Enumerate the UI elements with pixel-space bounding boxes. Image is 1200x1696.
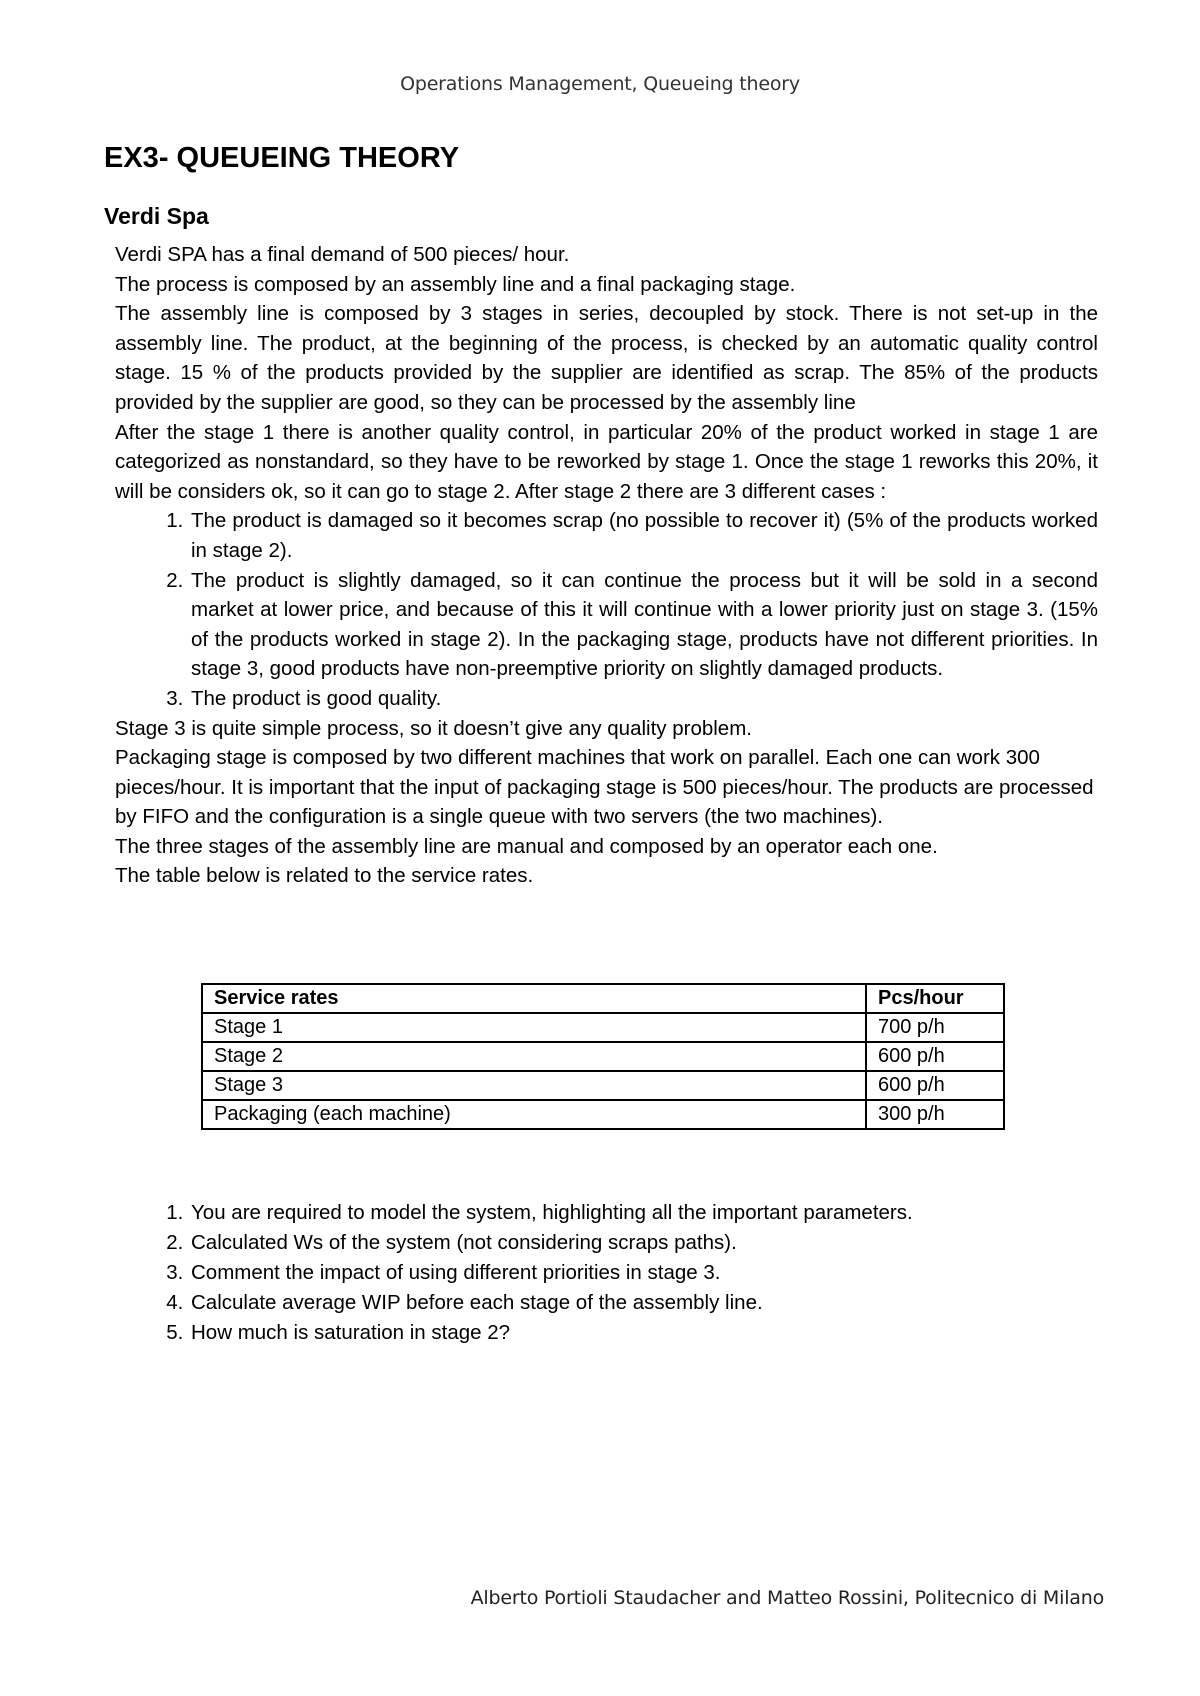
cases-list <box>115 506 1098 713</box>
list-item: 2. The product is slightly damaged, so it can continue the process but it will be sold in a second market at lower price, and because of this it will continue with a lower priority just on stage 3. (15% of the products worked in stage 2). In the packaging stage, products have not different priorities. In stage 3, good products have non-preemptive priority on slightly damaged products. <box>189 566 1098 684</box>
page-title: EX3- QUEUEING THEORY <box>104 142 460 174</box>
table-cell: Stage 2 <box>202 1042 866 1071</box>
paragraph-assembly-line: The assembly line is composed by 3 stages in series, decoupled by stock. There is not set-up in the assembly line. The product, at the beginning of the process, is checked by an automatic quality control stage. 15 % of the products provided by the supplier are identified as scrap. The 85% of the products provided by the supplier are good, so they can be processed by the assembly line <box>115 302 1098 414</box>
table-row <box>202 1071 1004 1100</box>
table-cell: 600 p/h <box>866 1071 1004 1100</box>
question-item: 1. You are required to model the system, highlighting all the important parameters. <box>189 1198 1098 1228</box>
question-item: 3. Comment the impact of using different priorities in stage 3. <box>189 1258 1098 1288</box>
paragraph-stage3: Stage 3 is quite simple process, so it doesn’t give any quality problem. <box>115 716 752 740</box>
table-row <box>202 1100 1004 1129</box>
service-rates-table <box>201 983 1005 1130</box>
table-cell: Stage 3 <box>202 1071 866 1100</box>
questions-list <box>115 1198 1098 1348</box>
paragraph-packaging: Packaging stage is composed by two different machines that work on parallel. Each one can work 300 pieces/hour. It is important that the input of packaging stage is 500 pieces/hour. The products are processed by FIFO and the configuration is a single queue with two servers (the two machines). <box>115 746 1094 829</box>
table-row <box>202 1042 1004 1071</box>
problem-statement <box>115 240 1098 891</box>
question-item: 2. Calculated Ws of the system (not considering scraps paths). <box>189 1228 1098 1258</box>
question-item: 4. Calculate average WIP before each stage of the assembly line. <box>189 1288 1098 1318</box>
table-cell: Stage 1 <box>202 1013 866 1042</box>
paragraph-quality-control: After the stage 1 there is another quality control, in particular 20% of the product worked in stage 1 are categorized as nonstandard, so they have to be reworked by stage 1. Once the stage 1 reworks this 20%, it will be considers ok, so it can go to stage 2. After stage 2 there are 3 different cases : <box>115 420 1098 503</box>
table-cell: 700 p/h <box>866 1013 1004 1042</box>
running-footer: Alberto Portioli Staudacher and Matteo Rossini, Politecnico di Milano <box>470 1587 1104 1609</box>
paragraph-table-intro: The table below is related to the service rates. <box>115 864 534 888</box>
table-cell: 300 p/h <box>866 1100 1004 1129</box>
table-cell: Packaging (each machine) <box>202 1100 866 1129</box>
questions-section <box>115 1198 1098 1348</box>
paragraph-demand: Verdi SPA has a final demand of 500 pieces/ hour. <box>115 243 570 266</box>
table-header-row <box>202 984 1004 1013</box>
table-row <box>202 1013 1004 1042</box>
list-item: 1. The product is damaged so it becomes scrap (no possible to recover it) (5% of the products worked in stage 2). <box>189 506 1098 565</box>
list-item: 3. The product is good quality. <box>189 684 1098 714</box>
column-header: Service rates <box>202 984 866 1013</box>
table-cell: 600 p/h <box>866 1042 1004 1071</box>
paragraph-process: The process is composed by an assembly line and a final packaging stage. <box>115 272 796 296</box>
running-header: Operations Management, Queueing theory <box>400 73 800 95</box>
column-header: Pcs/hour <box>866 984 1004 1013</box>
question-item: 5. How much is saturation in stage 2? <box>189 1318 1098 1348</box>
section-subtitle: Verdi Spa <box>104 203 209 229</box>
paragraph-operators: The three stages of the assembly line are manual and composed by an operator each one. <box>115 834 938 858</box>
